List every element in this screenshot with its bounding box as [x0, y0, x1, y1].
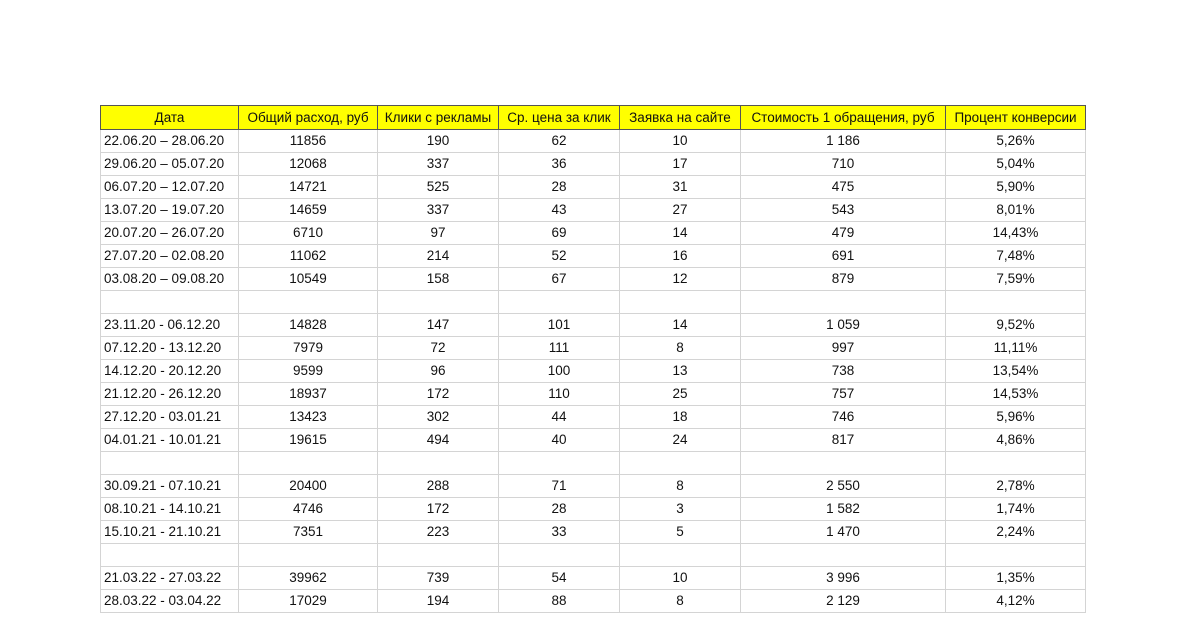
cell-cost-per-request[interactable]: 817 — [741, 429, 946, 452]
cell-avg-click-price[interactable]: 36 — [499, 153, 620, 176]
cell-date[interactable]: 29.06.20 – 05.07.20 — [101, 153, 239, 176]
cell-conversion-rate[interactable]: 8,01% — [946, 199, 1086, 222]
empty-cell[interactable] — [378, 452, 499, 475]
cell-avg-click-price[interactable]: 69 — [499, 222, 620, 245]
table-row — [101, 199, 1086, 222]
cell-site-requests[interactable]: 10 — [620, 567, 741, 590]
cell-date[interactable]: 22.06.20 – 28.06.20 — [101, 130, 239, 153]
cell-date[interactable]: 28.03.22 - 03.04.22 — [101, 590, 239, 613]
cell-cost-per-request[interactable]: 2 129 — [741, 590, 946, 613]
cell-date[interactable]: 07.12.20 - 13.12.20 — [101, 337, 239, 360]
cell-ad-clicks[interactable]: 223 — [378, 521, 499, 544]
cell-total-spend[interactable]: 20400 — [239, 475, 378, 498]
cell-site-requests[interactable]: 8 — [620, 475, 741, 498]
empty-cell[interactable] — [101, 291, 239, 314]
cell-ad-clicks[interactable]: 190 — [378, 130, 499, 153]
empty-row — [101, 452, 1086, 475]
cell-total-spend[interactable]: 17029 — [239, 590, 378, 613]
empty-cell[interactable] — [741, 291, 946, 314]
empty-cell[interactable] — [946, 544, 1086, 567]
empty-cell[interactable] — [499, 452, 620, 475]
cell-conversion-rate[interactable]: 14,43% — [946, 222, 1086, 245]
stats-table — [100, 105, 1086, 613]
cell-cost-per-request[interactable]: 543 — [741, 199, 946, 222]
cell-ad-clicks[interactable]: 97 — [378, 222, 499, 245]
empty-cell[interactable] — [620, 452, 741, 475]
cell-date[interactable]: 21.12.20 - 26.12.20 — [101, 383, 239, 406]
cell-conversion-rate[interactable]: 5,26% — [946, 130, 1086, 153]
cell-date[interactable]: 08.10.21 - 14.10.21 — [101, 498, 239, 521]
cell-total-spend[interactable]: 14659 — [239, 199, 378, 222]
cell-ad-clicks[interactable]: 288 — [378, 475, 499, 498]
table-row — [101, 360, 1086, 383]
cell-conversion-rate[interactable]: 5,04% — [946, 153, 1086, 176]
table-row — [101, 337, 1086, 360]
cell-site-requests[interactable]: 13 — [620, 360, 741, 383]
cell-conversion-rate[interactable]: 11,11% — [946, 337, 1086, 360]
empty-cell[interactable] — [741, 544, 946, 567]
cell-total-spend[interactable]: 4746 — [239, 498, 378, 521]
empty-cell[interactable] — [101, 544, 239, 567]
cell-conversion-rate[interactable]: 14,53% — [946, 383, 1086, 406]
cell-date[interactable]: 13.07.20 – 19.07.20 — [101, 199, 239, 222]
table-row — [101, 383, 1086, 406]
empty-cell[interactable] — [239, 544, 378, 567]
cell-cost-per-request[interactable]: 879 — [741, 268, 946, 291]
cell-site-requests[interactable]: 8 — [620, 337, 741, 360]
table-row — [101, 429, 1086, 452]
empty-cell[interactable] — [101, 452, 239, 475]
cell-site-requests[interactable]: 14 — [620, 314, 741, 337]
cell-conversion-rate[interactable]: 9,52% — [946, 314, 1086, 337]
empty-row — [101, 544, 1086, 567]
table-row — [101, 498, 1086, 521]
cell-ad-clicks[interactable]: 739 — [378, 567, 499, 590]
cell-avg-click-price[interactable]: 44 — [499, 406, 620, 429]
cell-avg-click-price[interactable]: 28 — [499, 498, 620, 521]
cell-ad-clicks[interactable]: 494 — [378, 429, 499, 452]
table-row — [101, 314, 1086, 337]
cell-total-spend[interactable]: 12068 — [239, 153, 378, 176]
empty-cell[interactable] — [378, 291, 499, 314]
table-row — [101, 130, 1086, 153]
cell-cost-per-request[interactable]: 757 — [741, 383, 946, 406]
cell-total-spend[interactable]: 19615 — [239, 429, 378, 452]
cell-conversion-rate[interactable]: 5,96% — [946, 406, 1086, 429]
cell-avg-click-price[interactable]: 43 — [499, 199, 620, 222]
cell-conversion-rate[interactable]: 13,54% — [946, 360, 1086, 383]
cell-date[interactable]: 20.07.20 – 26.07.20 — [101, 222, 239, 245]
header-date[interactable]: Дата — [101, 106, 239, 130]
header-avg-click-price[interactable]: Ср. цена за клик — [499, 106, 620, 130]
cell-total-spend[interactable]: 7351 — [239, 521, 378, 544]
cell-conversion-rate[interactable]: 4,12% — [946, 590, 1086, 613]
cell-site-requests[interactable]: 8 — [620, 590, 741, 613]
cell-avg-click-price[interactable]: 88 — [499, 590, 620, 613]
cell-conversion-rate[interactable]: 1,35% — [946, 567, 1086, 590]
cell-avg-click-price[interactable]: 52 — [499, 245, 620, 268]
table-row — [101, 245, 1086, 268]
empty-cell[interactable] — [239, 452, 378, 475]
cell-avg-click-price[interactable]: 111 — [499, 337, 620, 360]
cell-avg-click-price[interactable]: 54 — [499, 567, 620, 590]
cell-date[interactable]: 04.01.21 - 10.01.21 — [101, 429, 239, 452]
cell-ad-clicks[interactable]: 96 — [378, 360, 499, 383]
table-row — [101, 590, 1086, 613]
cell-cost-per-request[interactable]: 746 — [741, 406, 946, 429]
cell-date[interactable]: 27.12.20 - 03.01.21 — [101, 406, 239, 429]
cell-date[interactable]: 06.07.20 – 12.07.20 — [101, 176, 239, 199]
cell-cost-per-request[interactable]: 997 — [741, 337, 946, 360]
cell-ad-clicks[interactable]: 72 — [378, 337, 499, 360]
cell-avg-click-price[interactable]: 67 — [499, 268, 620, 291]
cell-site-requests[interactable]: 5 — [620, 521, 741, 544]
cell-site-requests[interactable]: 17 — [620, 153, 741, 176]
empty-cell[interactable] — [946, 291, 1086, 314]
empty-cell[interactable] — [499, 544, 620, 567]
cell-cost-per-request[interactable]: 1 186 — [741, 130, 946, 153]
cell-cost-per-request[interactable]: 475 — [741, 176, 946, 199]
empty-cell[interactable] — [378, 544, 499, 567]
cell-total-spend[interactable]: 7979 — [239, 337, 378, 360]
cell-conversion-rate[interactable]: 5,90% — [946, 176, 1086, 199]
cell-ad-clicks[interactable]: 525 — [378, 176, 499, 199]
table-row — [101, 567, 1086, 590]
cell-conversion-rate[interactable]: 1,74% — [946, 498, 1086, 521]
cell-total-spend[interactable]: 9599 — [239, 360, 378, 383]
cell-date[interactable]: 27.07.20 – 02.08.20 — [101, 245, 239, 268]
cell-site-requests[interactable]: 16 — [620, 245, 741, 268]
header-total-spend[interactable]: Общий расход, руб — [239, 106, 378, 130]
cell-cost-per-request[interactable]: 1 059 — [741, 314, 946, 337]
cell-date[interactable]: 21.03.22 - 27.03.22 — [101, 567, 239, 590]
cell-date[interactable]: 23.11.20 - 06.12.20 — [101, 314, 239, 337]
cell-cost-per-request[interactable]: 1 582 — [741, 498, 946, 521]
cell-avg-click-price[interactable]: 101 — [499, 314, 620, 337]
cell-total-spend[interactable]: 14828 — [239, 314, 378, 337]
cell-avg-click-price[interactable]: 33 — [499, 521, 620, 544]
cell-cost-per-request[interactable]: 691 — [741, 245, 946, 268]
table-row — [101, 222, 1086, 245]
empty-cell[interactable] — [239, 291, 378, 314]
table-body — [101, 130, 1086, 613]
cell-site-requests[interactable]: 24 — [620, 429, 741, 452]
cell-avg-click-price[interactable]: 28 — [499, 176, 620, 199]
cell-conversion-rate[interactable]: 7,48% — [946, 245, 1086, 268]
empty-cell[interactable] — [620, 544, 741, 567]
cell-date[interactable]: 03.08.20 – 09.08.20 — [101, 268, 239, 291]
cell-conversion-rate[interactable]: 4,86% — [946, 429, 1086, 452]
cell-site-requests[interactable]: 12 — [620, 268, 741, 291]
cell-ad-clicks[interactable]: 194 — [378, 590, 499, 613]
cell-ad-clicks[interactable]: 337 — [378, 199, 499, 222]
cell-avg-click-price[interactable]: 100 — [499, 360, 620, 383]
cell-total-spend[interactable]: 11062 — [239, 245, 378, 268]
cell-total-spend[interactable]: 39962 — [239, 567, 378, 590]
cell-cost-per-request[interactable]: 710 — [741, 153, 946, 176]
cell-site-requests[interactable]: 10 — [620, 130, 741, 153]
header-site-requests[interactable]: Заявка на сайте — [620, 106, 741, 130]
cell-conversion-rate[interactable]: 2,24% — [946, 521, 1086, 544]
cell-cost-per-request[interactable]: 738 — [741, 360, 946, 383]
cell-date[interactable]: 15.10.21 - 21.10.21 — [101, 521, 239, 544]
table-row — [101, 268, 1086, 291]
cell-total-spend[interactable]: 14721 — [239, 176, 378, 199]
empty-cell[interactable] — [499, 291, 620, 314]
cell-avg-click-price[interactable]: 40 — [499, 429, 620, 452]
cell-ad-clicks[interactable]: 214 — [378, 245, 499, 268]
cell-cost-per-request[interactable]: 2 550 — [741, 475, 946, 498]
table-row — [101, 153, 1086, 176]
cell-date[interactable]: 14.12.20 - 20.12.20 — [101, 360, 239, 383]
table-row — [101, 176, 1086, 199]
cell-ad-clicks[interactable]: 172 — [378, 383, 499, 406]
cell-ad-clicks[interactable]: 147 — [378, 314, 499, 337]
cell-site-requests[interactable]: 31 — [620, 176, 741, 199]
table-row — [101, 521, 1086, 544]
table-row — [101, 406, 1086, 429]
cell-conversion-rate[interactable]: 2,78% — [946, 475, 1086, 498]
cell-total-spend[interactable]: 10549 — [239, 268, 378, 291]
empty-cell[interactable] — [620, 291, 741, 314]
cell-site-requests[interactable]: 3 — [620, 498, 741, 521]
cell-ad-clicks[interactable]: 172 — [378, 498, 499, 521]
cell-conversion-rate[interactable]: 7,59% — [946, 268, 1086, 291]
cell-ad-clicks[interactable]: 337 — [378, 153, 499, 176]
table-row — [101, 475, 1086, 498]
header-ad-clicks[interactable]: Клики с рекламы — [378, 106, 499, 130]
cell-avg-click-price[interactable]: 110 — [499, 383, 620, 406]
cell-cost-per-request[interactable]: 1 470 — [741, 521, 946, 544]
header-conversion-rate[interactable]: Процент конверсии — [946, 106, 1086, 130]
empty-cell[interactable] — [741, 452, 946, 475]
cell-date[interactable]: 30.09.21 - 07.10.21 — [101, 475, 239, 498]
cell-site-requests[interactable]: 25 — [620, 383, 741, 406]
cell-total-spend[interactable]: 18937 — [239, 383, 378, 406]
empty-cell[interactable] — [946, 452, 1086, 475]
header-row — [101, 106, 1086, 130]
cell-cost-per-request[interactable]: 479 — [741, 222, 946, 245]
cell-total-spend[interactable]: 6710 — [239, 222, 378, 245]
cell-total-spend[interactable]: 11856 — [239, 130, 378, 153]
cell-site-requests[interactable]: 18 — [620, 406, 741, 429]
cell-site-requests[interactable]: 27 — [620, 199, 741, 222]
cell-site-requests[interactable]: 14 — [620, 222, 741, 245]
cell-cost-per-request[interactable]: 3 996 — [741, 567, 946, 590]
empty-row — [101, 291, 1086, 314]
cell-avg-click-price[interactable]: 62 — [499, 130, 620, 153]
cell-ad-clicks[interactable]: 158 — [378, 268, 499, 291]
header-cost-per-request[interactable]: Стоимость 1 обращения, руб — [741, 106, 946, 130]
cell-total-spend[interactable]: 13423 — [239, 406, 378, 429]
cell-avg-click-price[interactable]: 71 — [499, 475, 620, 498]
cell-ad-clicks[interactable]: 302 — [378, 406, 499, 429]
